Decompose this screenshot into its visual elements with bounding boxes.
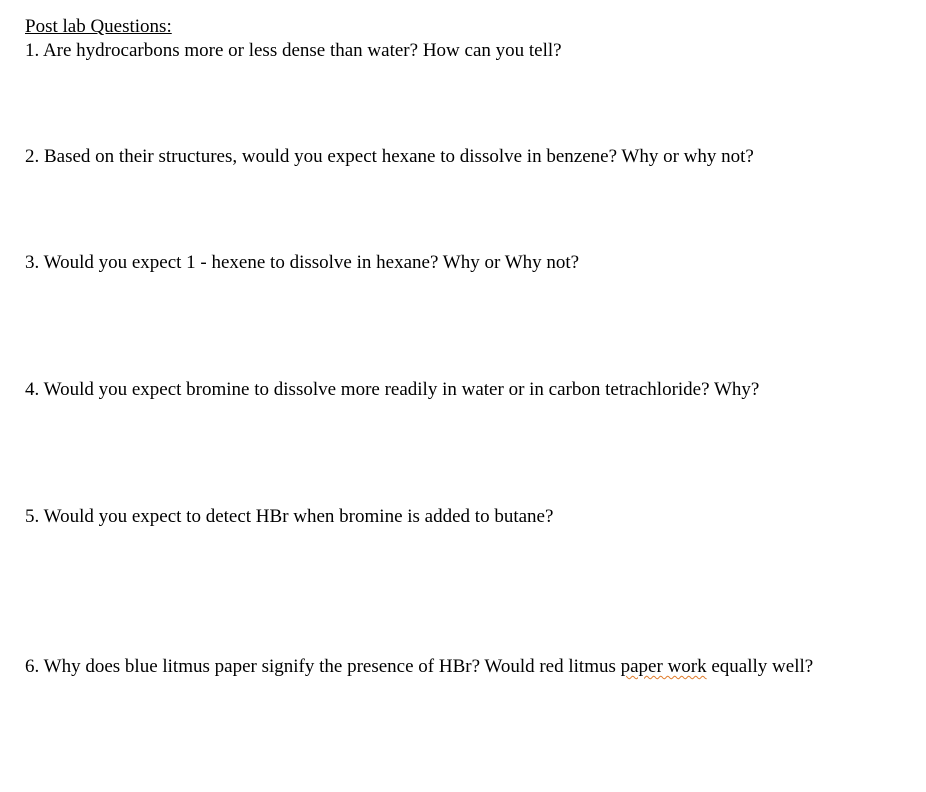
question-4: 4. Would you expect bromine to dissolve more readily in water or in carbon tetrachloride? Why? — [25, 379, 760, 400]
question-3: 3. Would you expect 1 - hexene to dissolve in hexane? Why or Why not? — [25, 252, 580, 273]
question-6 — [25, 656, 905, 678]
document-page — [25, 16, 905, 38]
question-2: 2. Based on their structures, would you expect hexane to dissolve in benzene? Why or why not? — [25, 146, 754, 167]
question-6-text-end: equally well? — [706, 656, 814, 677]
question-6-text-start: 6. Why does blue litmus paper signify the presence of HBr? Would red litmus — [25, 656, 621, 677]
question-5: 5. Would you expect to detect HBr when bromine is added to butane? — [25, 506, 554, 527]
question-1: 1. Are hydrocarbons more or less dense than water? How can you tell? — [25, 40, 562, 61]
post-lab-heading: Post lab Questions: — [25, 16, 172, 37]
grammar-flagged-text[interactable]: paper work — [620, 656, 707, 677]
